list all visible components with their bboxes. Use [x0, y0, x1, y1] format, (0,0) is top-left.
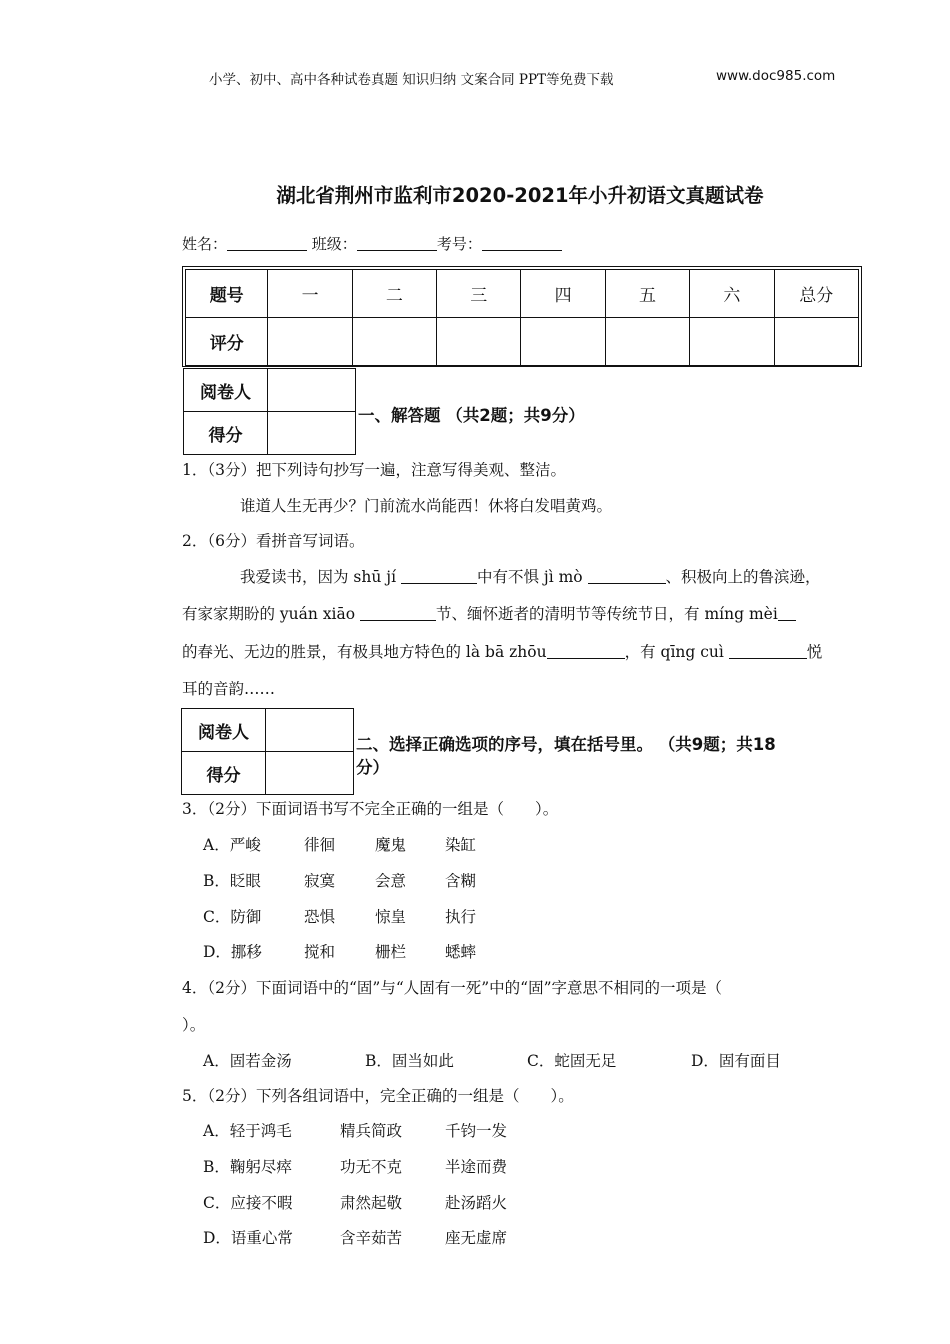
- score-empty-cell: [605, 318, 689, 366]
- score-cell: 总分: [774, 270, 858, 318]
- option-word: D．语重心常: [203, 1229, 293, 1247]
- option-word: 蟋蟀: [445, 943, 477, 961]
- question-2-line-2: [182, 602, 796, 624]
- exam-title: 湖北省荆州市监利市2020-2021年小升初语文真题试卷: [276, 184, 764, 207]
- reviewer-label: 阅卷人: [182, 709, 266, 752]
- answer-blank: [401, 569, 477, 584]
- id-blank: [482, 236, 562, 251]
- score-cell: 六: [690, 270, 774, 318]
- section-2-heading-line-2: 分）: [356, 758, 389, 777]
- score-table-frame: [182, 266, 862, 367]
- answer-blank: [547, 644, 625, 659]
- question-4-option-c: C．蛇固无足: [527, 1052, 617, 1070]
- reviewer-empty-cell: [268, 369, 356, 412]
- option-word: 会意: [375, 872, 407, 890]
- option-word: 半途而费: [445, 1158, 508, 1176]
- option-word: 肃然起敬: [340, 1194, 403, 1212]
- pinyin-text: 节、缅怀逝者的清明节等传统节日，有 míng mèi: [436, 605, 778, 623]
- score-cell: 三: [437, 270, 521, 318]
- score-label: 得分: [182, 752, 266, 795]
- grader-box-2: [181, 708, 354, 795]
- score-cell: 五: [605, 270, 689, 318]
- header-website: www.doc985.com: [716, 68, 836, 84]
- name-blank: [227, 236, 307, 251]
- question-2-line-3: [182, 640, 822, 662]
- answer-blank: [360, 606, 436, 621]
- section-2-heading-line-1: 二、选择正确选项的序号，填在括号里。 （共9题；共18: [356, 735, 776, 754]
- score-empty-cell: [268, 412, 356, 455]
- class-label: 班级：: [311, 235, 357, 253]
- grader-box-1: [183, 368, 356, 455]
- option-word: 恐惧: [304, 908, 336, 926]
- question-2-line-1: [240, 565, 821, 587]
- section-1-heading: 一、解答题 （共2题；共9分）: [358, 406, 585, 425]
- score-table-score-row: [186, 318, 859, 366]
- sentence-text: 悦: [806, 643, 823, 661]
- score-empty-cell: [521, 318, 605, 366]
- reviewer-label: 阅卷人: [184, 369, 268, 412]
- pinyin-text: 中有不惧 jì mò: [476, 568, 588, 586]
- question-1-stem: 1．（3分）把下列诗句抄写一遍，注意写得美观、整洁。: [182, 461, 566, 479]
- score-table: [185, 269, 859, 366]
- question-4-stem-line-2: ）。: [182, 1016, 206, 1034]
- score-cell: 四: [521, 270, 605, 318]
- option-word: 座无虚席: [445, 1229, 508, 1247]
- score-empty-cell: [774, 318, 858, 366]
- sentence-text: 、积极向上的鲁滨逊，: [665, 568, 821, 586]
- answer-blank: [778, 606, 796, 621]
- score-empty-cell: [690, 318, 774, 366]
- score-empty-cell: [352, 318, 436, 366]
- class-blank: [357, 236, 437, 251]
- option-word: B．鞠躬尽瘁: [203, 1158, 292, 1176]
- option-word: 栅栏: [375, 943, 407, 961]
- option-word: 含辛茹苦: [340, 1229, 403, 1247]
- question-4-option-d: D．固有面目: [691, 1052, 781, 1070]
- option-word: D．挪移: [203, 943, 262, 961]
- score-cell: 题号: [186, 270, 268, 318]
- question-4-stem-line-1: 4．（2分）下面词语中的“固”与“人固有一死”中的“固”字意思不相同的一项是（: [182, 979, 723, 997]
- option-word: 赴汤蹈火: [445, 1194, 508, 1212]
- answer-blank: [588, 569, 666, 584]
- score-table-header-row: [186, 270, 859, 318]
- option-word: 精兵简政: [340, 1122, 403, 1140]
- id-label: 考号：: [436, 235, 482, 253]
- option-word: C．应接不暇: [203, 1194, 293, 1212]
- question-4-option-b: B．固当如此: [365, 1052, 454, 1070]
- option-word: 功无不克: [340, 1158, 403, 1176]
- question-1-poem: 谁道人生无再少？门前流水尚能西！休将白发唱黄鸡。: [240, 497, 613, 515]
- pinyin-text: ，有 qīng cuì: [624, 643, 729, 661]
- score-empty-cell: [266, 752, 354, 795]
- option-word: 含糊: [445, 872, 477, 890]
- pinyin-text: 的春光、无边的胜景，有极具地方特色的 là bā zhōu: [182, 643, 547, 661]
- option-word: 搅和: [304, 943, 336, 961]
- question-2-stem: 2．（6分）看拼音写词语。: [182, 532, 365, 550]
- option-word: 寂寞: [304, 872, 336, 890]
- student-info-line: [182, 233, 562, 254]
- pinyin-text: 我爱读书，因为 shū jí: [240, 568, 401, 586]
- option-word: 魔鬼: [375, 836, 407, 854]
- option-word: C．防御: [203, 908, 262, 926]
- name-label: 姓名：: [182, 235, 228, 253]
- score-empty-cell: [437, 318, 521, 366]
- header-promo-text: 小学、初中、高中各种试卷真题 知识归纳 文案合同 PPT等免费下载: [209, 72, 614, 88]
- option-word: 徘徊: [304, 836, 336, 854]
- answer-blank: [729, 644, 807, 659]
- option-word: 染缸: [445, 836, 477, 854]
- option-word: A．严峻: [203, 836, 261, 854]
- question-3-stem: 3．（2分）下面词语书写不完全正确的一组是（ ）。: [182, 800, 559, 818]
- question-2-line-4: 耳的音韵……: [182, 680, 276, 698]
- score-empty-cell: [268, 318, 352, 366]
- score-label: 得分: [184, 412, 268, 455]
- reviewer-empty-cell: [266, 709, 354, 752]
- option-word: B．眨眼: [203, 872, 261, 890]
- option-word: 千钧一发: [445, 1122, 508, 1140]
- option-word: A．轻于鸿毛: [203, 1122, 292, 1140]
- score-row-label: 评分: [186, 318, 268, 366]
- option-word: 执行: [445, 908, 477, 926]
- question-4-option-a: A．固若金汤: [203, 1052, 292, 1070]
- pinyin-text: 有家家期盼的 yuán xiāo: [182, 605, 361, 623]
- score-cell: 一: [268, 270, 352, 318]
- question-5-stem: 5．（2分）下列各组词语中，完全正确的一组是（ ）。: [182, 1087, 574, 1105]
- score-cell: 二: [352, 270, 436, 318]
- option-word: 惊皇: [375, 908, 407, 926]
